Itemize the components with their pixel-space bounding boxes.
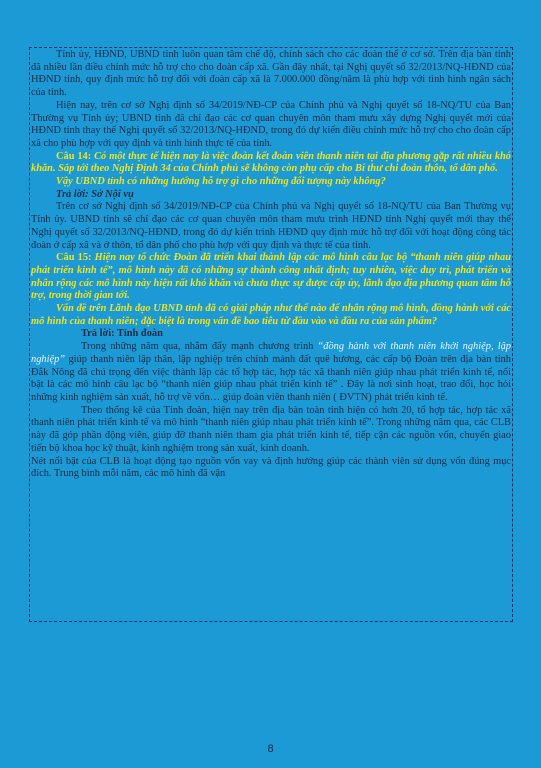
question-14	[31, 151, 511, 176]
question-15-sub: Vấn đề trên Lãnh đạo UBND tỉnh đã có giải pháp như thế nào để nhân rộng mô hình, đồng hành với các mô hình của thanh niên; đặc biệt là trong vấn đề bao tiêu từ đầu vào và đầu ra của sản phẩm?	[31, 303, 511, 327]
question-14-sub: Vậy UBND tỉnh có những hướng hỗ trợ gì cho những đối tượng này không?	[56, 176, 386, 188]
highlight-phrase: “đồng hành với thanh niên khởi nghiệp, lập nghiệp”	[31, 341, 511, 365]
paragraph: Hiện nay, trên cơ sở Nghị định số 34/2019/NĐ-CP của Chính phủ và Nghị quyết số 18-NQ/TU của Ban Thường vụ Tỉnh ủy; UBND tỉnh đã chỉ đạo các cơ quan chuyên môn tham mưu xây dựng Nghị quyết mới của HĐND tỉnh thay thế Nghị quyết số 32/2013/NQ-HĐND, trong đó dự kiến điều chỉnh mức hỗ trợ cho cho đoàn cấp xã cho phù hợp với quy định và tình hình thực tế của tỉnh.	[31, 99, 511, 149]
question-15	[31, 252, 511, 303]
answer-14-text: Trên cơ sở Nghị định số 34/2019/NĐ-CP của Chính phủ và Nghị quyết số 18-NQ/TU của Ban Thường vụ Tỉnh ủy. UBND tỉnh sẽ chỉ đạo các cơ quan chuyên môn tham mưu trình HĐND tỉnh Nghị quyết mới thay thế Nghị quyết số 32/2013/NQ-HĐND, trong đó dự kiến trình HĐND quy định mức hỗ trợ đối với hoạt động công tác đoàn ở cấp xã và ở thôn, tổ dân phố cho phù hợp với quy định và thực tế của tỉnh.	[31, 201, 511, 251]
question-text: Hiện nay tổ chức Đoàn đã triển khai thành lập các mô hình câu lạc bộ “thanh niên giúp nhau phát triển kinh tế”, mô hình này đã có những sự thành công nhất định; tuy nhiên, việc duy trì, phát triển và nhân rộng các mô hình này hiện rất khó khăn và chưa thực sự được cấp ủy, lãnh đạo địa phương quan tâm hỗ trợ, trong thời gian tới.	[31, 252, 511, 302]
answer-15-para-3: Nét nổi bật của CLB là hoạt động tạo nguồn vốn vay và định hướng giúp các thành viên sử dụng vốn đúng mục đích. Trung bình mỗi năm, các mô hình đã vận	[31, 455, 511, 480]
answer-15-para-1	[31, 341, 511, 405]
question-label: Câu 14:	[56, 150, 92, 162]
answer-15-para-2: Theo thống kê của Tỉnh đoàn, hiện nay trên địa bàn toàn tỉnh hiện có hơn 20, tổ hợp tác, hợp tác xã thanh niên phát triển kinh tế và mô hình “thanh niên giúp nhau phát triển kinh tế”. Trong những năm qua, các CLB này đã góp phần động viên, giúp đỡ thanh niên tham gia phát triển kinh tế, tiếp cận các nguồn vốn, chuyển giao tiến bộ khoa học kỹ thuật, kinh nghiệm trong sản xuất, kinh doanh.	[31, 404, 511, 454]
document-body	[31, 49, 511, 481]
paragraph: Tỉnh ủy, HĐND, UBND tỉnh luôn quan tâm chế độ, chính sách cho các đoàn thể ở cơ sở. Trên địa bàn tỉnh đã nhiều lần điều chỉnh mức hỗ trợ cho cho đoàn cấp xã. Gần đây nhất, tại Nghị quyết số 32/2013/NQ-HĐND của HĐND tỉnh, quy định mức hỗ trợ đối với đoàn cấp xã là 7.000.000 đồng/năm là phù hợp với tình hình ngân sách của tỉnh.	[31, 49, 511, 99]
answer-15-label: Trả lời: Tỉnh đoàn	[81, 328, 163, 340]
question-text: Có một thực tế hiện nay là việc đoàn kết đoàn viên thanh niên tại địa phương gặp rất nhiều khó khăn. Sắp tới theo Nghị Định 34 của Chính phủ sẽ không còn phụ cấp cho Bí thư chi đoàn thôn, tổ dân phố.	[31, 150, 511, 175]
page-number: 8	[267, 743, 274, 755]
text-run: Trong những năm qua, nhằm đẩy mạnh chương trình	[81, 341, 318, 353]
answer-14-label: Trả lời: Sở Nội vụ	[56, 188, 134, 200]
question-label: Câu 15:	[56, 252, 92, 264]
text-run: giúp thanh niên lập thân, lập nghiệp trên chính mảnh đất quê hương, các cấp bộ Đoàn trên địa bàn tỉnh Đắk Nông đã chú trọng đến việc thành lập các tổ hợp tác, hợp tác xã thanh niên giúp nhau phát triển kinh tế, nổi bật là các mô hình câu lạc bộ “thanh niên giúp nhau phát triển kinh tế” . Đây là nơi sinh hoạt, trao đổi, học hỏi những kinh nghiệm sản xuất, hỗ trợ về vốn… giúp đoàn viên thanh niên ( ĐVTN) phát triển kinh tế.	[31, 353, 511, 403]
